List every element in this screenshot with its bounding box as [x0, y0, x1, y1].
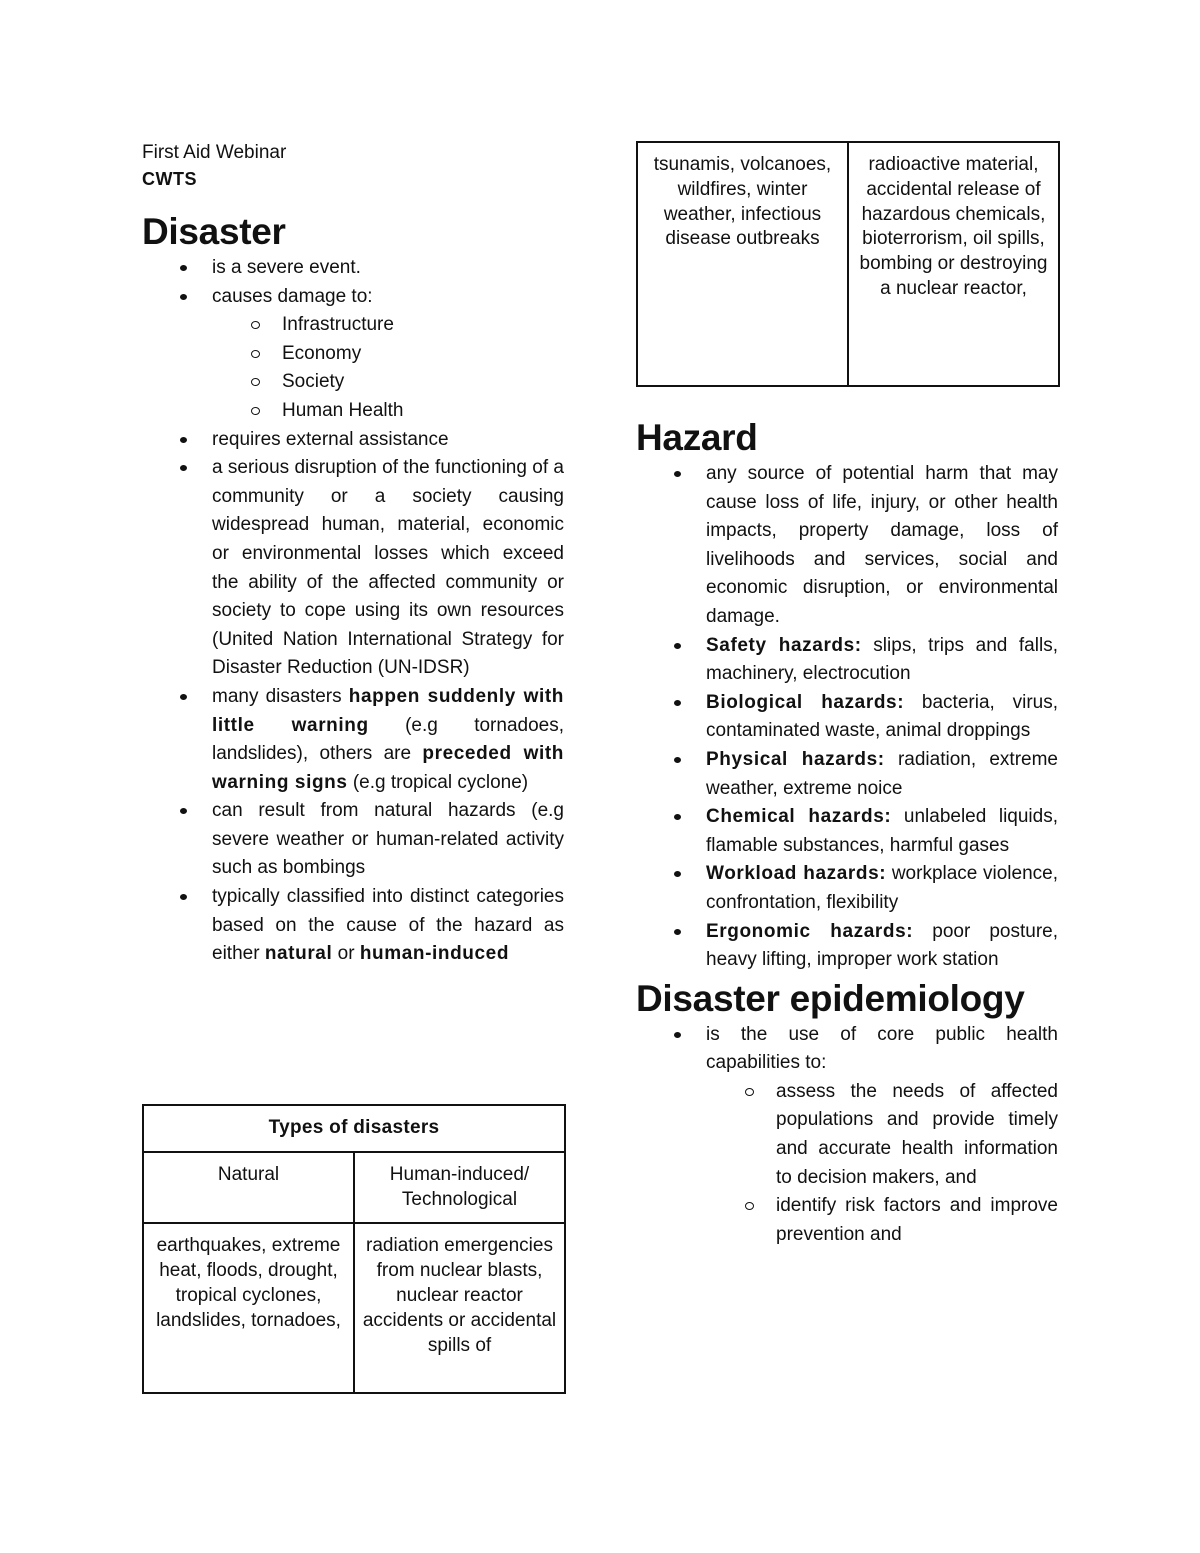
- list-item: Chemical hazards: unlabeled liquids, flamable substances, harmful gases: [636, 803, 1058, 860]
- disaster-list: [142, 254, 564, 969]
- damage-sublist: [212, 311, 564, 425]
- list-item: Ergonomic hazards: poor posture, heavy lifting, improper work station: [636, 918, 1058, 975]
- hazard-heading: Hazard: [636, 417, 758, 458]
- list-item: Biological hazards: bacteria, virus, contaminated waste, animal droppings: [636, 689, 1058, 746]
- list-item: Safety hazards: slips, trips and falls, machinery, electrocution: [636, 632, 1058, 689]
- list-item: Physical hazards: radiation, extreme weather, extreme noice: [636, 746, 1058, 803]
- list-item: is the use of core public health capabilities to: assess the needs of affected populations and provide timely and accurate health information to decision makers, and identify risk factors and improve prevention and: [636, 1021, 1058, 1250]
- types-of-disasters-table-continued: [636, 141, 1060, 387]
- course-label: CWTS: [142, 169, 197, 189]
- list-item: typically classified into distinct categories based on the cause of the hazard as either natural or human-induced: [142, 883, 564, 969]
- epidemiology-sublist: [706, 1078, 1058, 1250]
- sublist-item: Economy: [212, 340, 564, 369]
- list-item: is a severe event.: [142, 254, 564, 283]
- types-of-disasters-table: [142, 1104, 566, 1394]
- list-item: causes damage to: Infrastructure Economy Society Human Health: [142, 283, 564, 426]
- document-title: First Aid Webinar: [142, 142, 287, 163]
- list-item: can result from natural hazards (e.g severe weather or human-related activity such as bombings: [142, 797, 564, 883]
- epidemiology-heading: Disaster epidemiology: [636, 977, 1025, 1019]
- list-item: a serious disruption of the functioning of a community or a society causing widespread human, material, economic or environmental losses which exceed the ability of the affected community or society to cope using its own resources (United Nation International Strategy for Disaster Reduction (UN-IDSR): [142, 454, 564, 683]
- sublist-item: Human Health: [212, 397, 564, 426]
- list-item: many disasters happen suddenly with little warning (e.g tornadoes, landslides), others are preceded with warning signs (e.g tropical cyclone): [142, 683, 564, 797]
- list-item: Workload hazards: workplace violence, confrontation, flexibility: [636, 860, 1058, 917]
- sublist-item: Society: [212, 368, 564, 397]
- left-column: [142, 140, 564, 969]
- table-title: Types of disasters: [143, 1105, 565, 1152]
- sublist-item: identify risk factors and improve prevention and: [706, 1192, 1058, 1249]
- list-item: requires external assistance: [142, 426, 564, 455]
- list-item: any source of potential harm that may cause loss of life, injury, or other health impacts, property damage, loss of livelihoods and services, social and economic disruption, or environmental damage.: [636, 460, 1058, 632]
- natural-cell: tsunamis, volcanoes, wildfires, winter weather, infectious disease outbreaks: [637, 142, 848, 386]
- right-column: [636, 416, 1058, 1249]
- human-induced-cell: radioactive material, accidental release of hazardous chemicals, bioterrorism, oil spills, bombing or destroying a nuclear reactor,: [848, 142, 1059, 386]
- disaster-heading: Disaster: [142, 211, 286, 252]
- epidemiology-list: [636, 1021, 1058, 1250]
- natural-cell: earthquakes, extreme heat, floods, drought, tropical cyclones, landslides, tornadoes,: [143, 1223, 354, 1393]
- sublist-item: assess the needs of affected populations and provide timely and accurate health information to decision makers, and: [706, 1078, 1058, 1192]
- human-induced-header: Human-induced/ Technological: [354, 1152, 565, 1224]
- human-induced-cell: radiation emergencies from nuclear blasts, nuclear reactor accidents or accidental spills of: [354, 1223, 565, 1393]
- sublist-item: Infrastructure: [212, 311, 564, 340]
- natural-header: Natural: [143, 1152, 354, 1224]
- hazard-list: [636, 460, 1058, 975]
